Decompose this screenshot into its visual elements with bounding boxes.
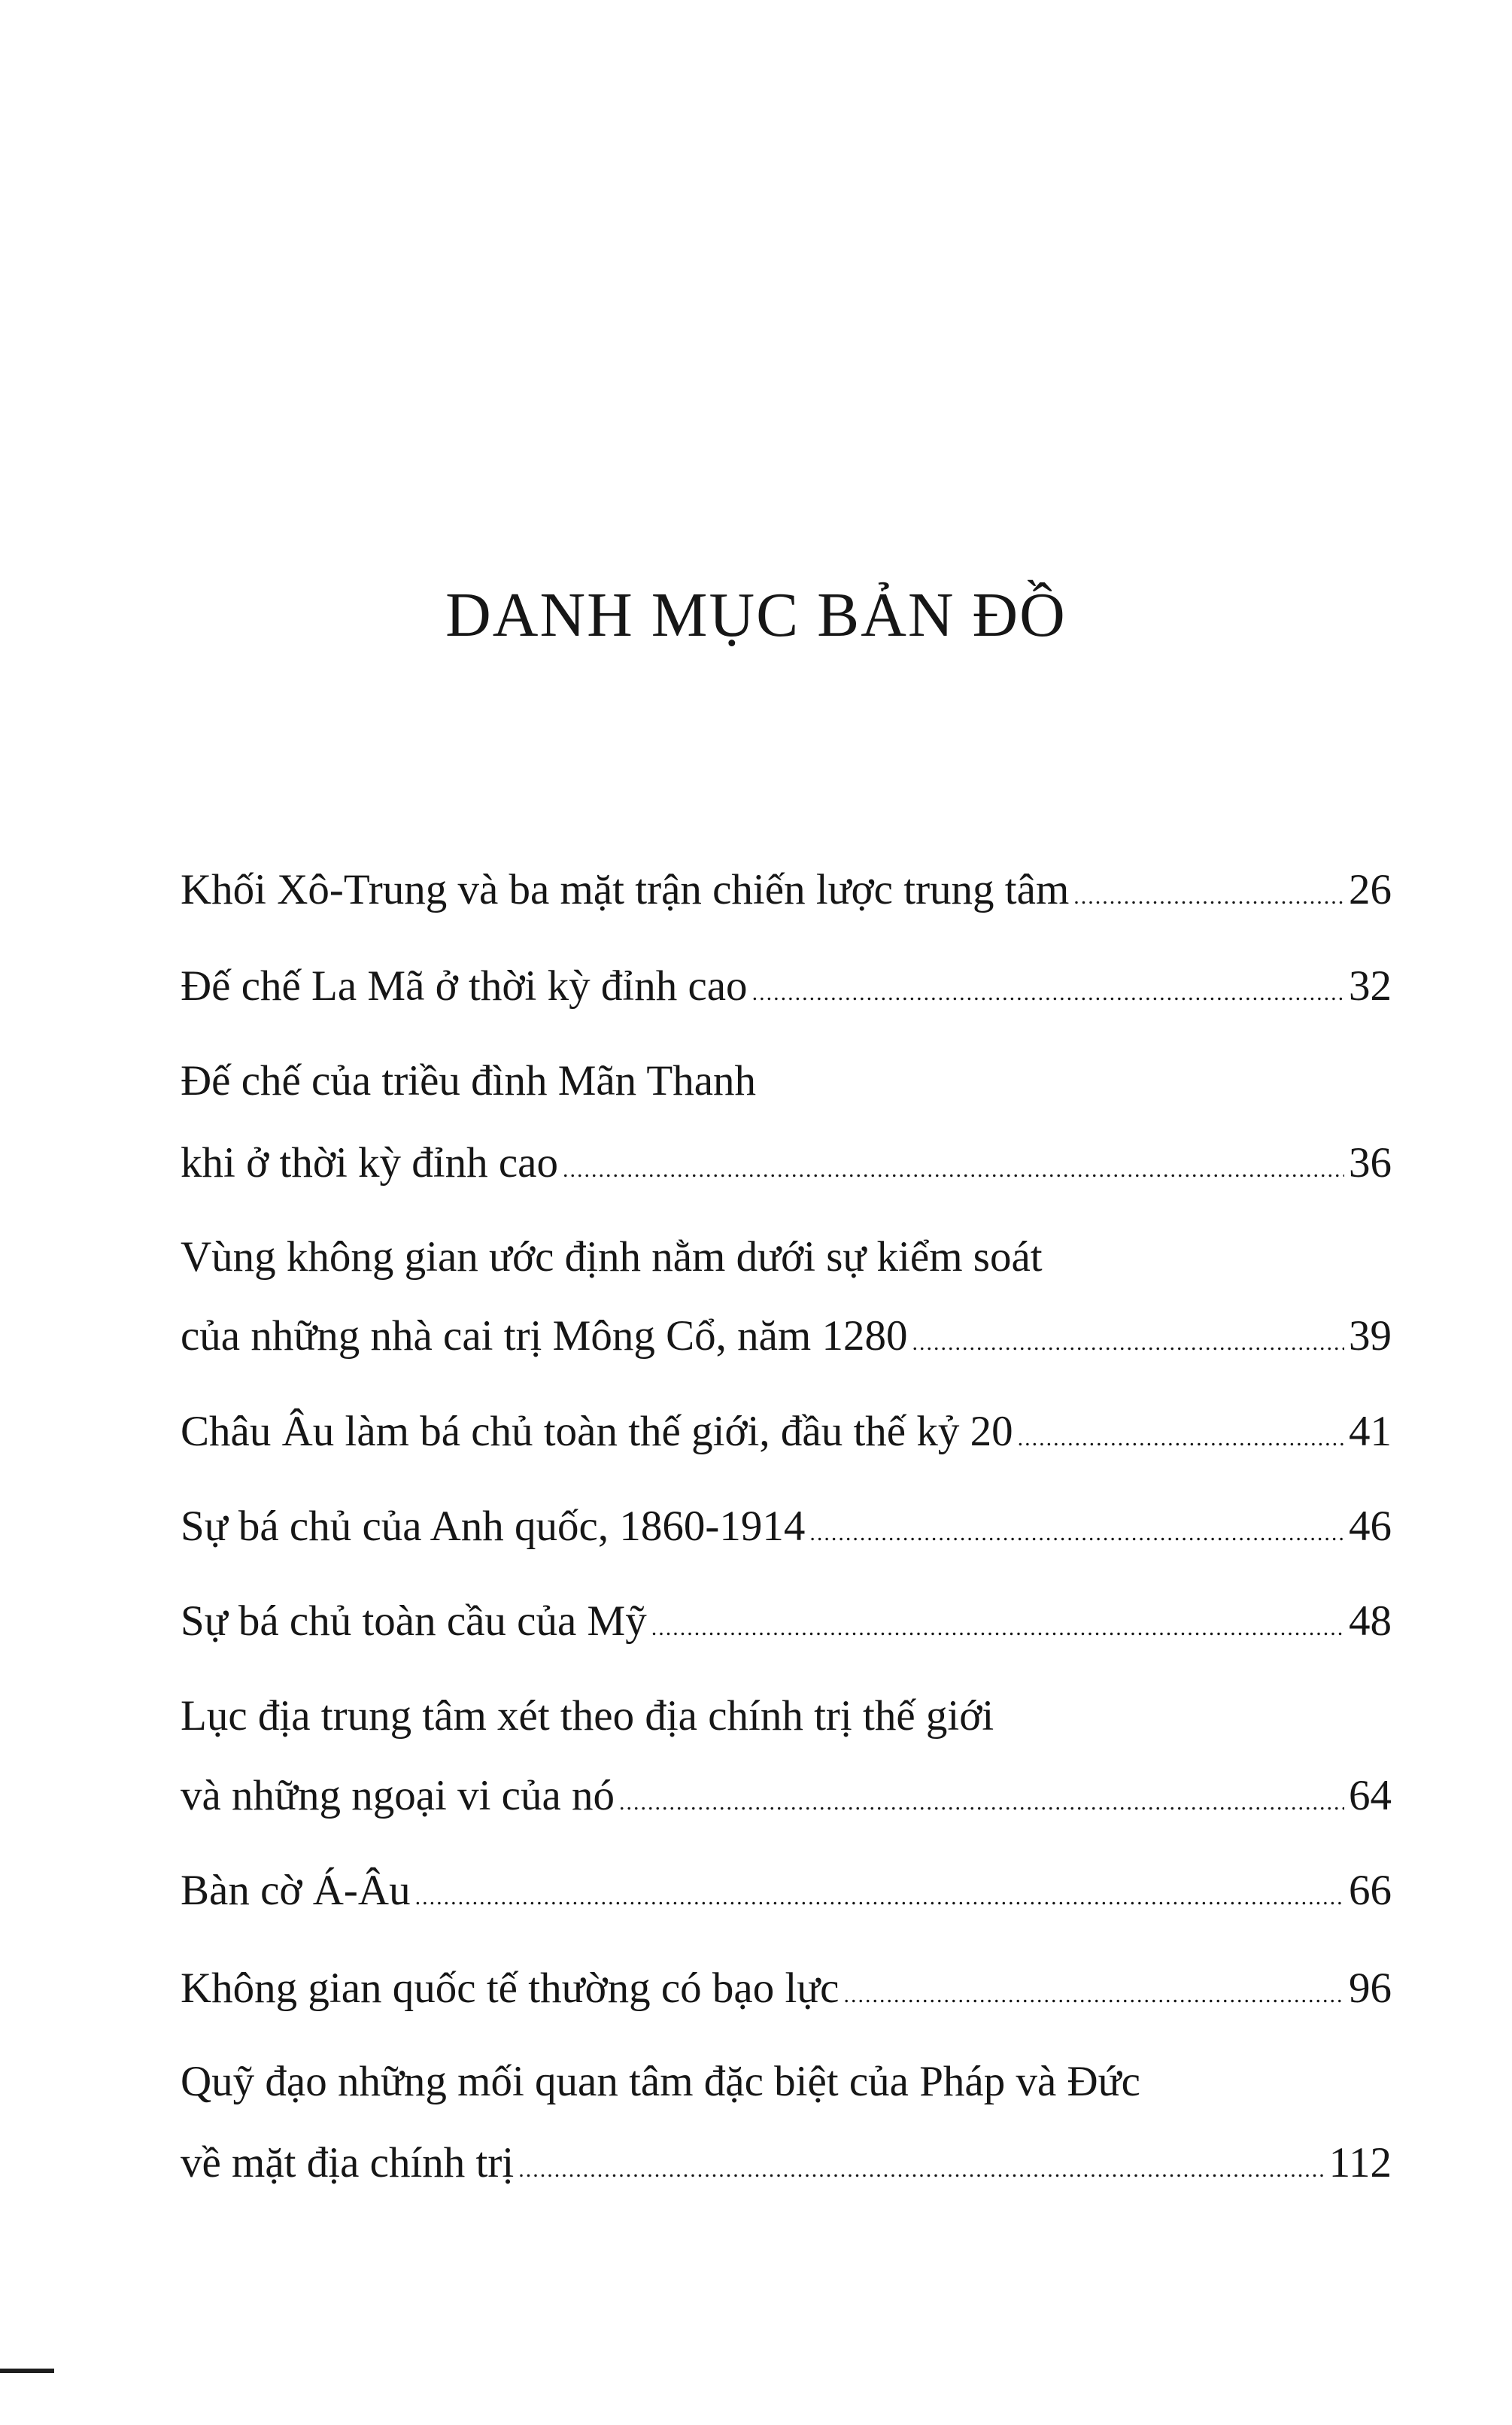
page-number: 66 bbox=[1349, 1867, 1392, 1914]
dot-leader bbox=[752, 959, 1344, 1027]
list-item bbox=[181, 953, 1392, 1020]
entry-title: Quỹ đạo những mối quan tâm đặc biệt của Pháp và Đức bbox=[181, 2058, 1140, 2105]
page-number: 48 bbox=[1349, 1597, 1392, 1645]
page-number: 112 bbox=[1328, 2139, 1392, 2186]
list-item bbox=[181, 1493, 1392, 1560]
list-item bbox=[181, 1857, 1392, 1925]
dot-leader bbox=[1073, 863, 1344, 931]
entry-title: Châu Âu làm bá chủ toàn thế giới, đầu thế kỷ 20 bbox=[181, 1408, 1013, 1455]
dot-leader bbox=[563, 1136, 1344, 1204]
scan-edge-mark bbox=[0, 2369, 54, 2373]
list-item bbox=[181, 1762, 1392, 1830]
list-item-line-1 bbox=[181, 1682, 1392, 1750]
list-item-line-1 bbox=[181, 1223, 1392, 1291]
entry-title: Đế chế của triều đình Mãn Thanh bbox=[181, 1057, 757, 1105]
entry-title: Lục địa trung tâm xét theo địa chính trị thế giới bbox=[181, 1692, 994, 1740]
dot-leader bbox=[415, 1864, 1344, 1931]
page-number: 36 bbox=[1349, 1139, 1392, 1187]
entry-title-continued: và những ngoại vi của nó bbox=[181, 1772, 615, 1819]
page-number: 41 bbox=[1349, 1408, 1392, 1455]
dot-leader bbox=[809, 1500, 1344, 1567]
dot-leader bbox=[518, 2136, 1324, 2204]
entry-title-continued: về mặt địa chính trị bbox=[181, 2139, 515, 2186]
list-item bbox=[181, 856, 1392, 924]
entry-title-continued: của những nhà cai trị Mông Cổ, năm 1280 bbox=[181, 1312, 908, 1360]
page-number: 26 bbox=[1349, 866, 1392, 913]
dot-leader bbox=[651, 1594, 1344, 1662]
entry-title-continued: khi ở thời kỳ đỉnh cao bbox=[181, 1139, 558, 1187]
page-number: 46 bbox=[1349, 1503, 1392, 1550]
dot-leader bbox=[912, 1309, 1344, 1377]
list-item-line-1 bbox=[181, 1047, 1392, 1115]
entry-title: Bàn cờ Á-Âu bbox=[181, 1867, 411, 1914]
list-item bbox=[181, 1302, 1392, 1370]
entry-title: Không gian quốc tế thường có bạo lực bbox=[181, 1965, 839, 2012]
page-number: 96 bbox=[1349, 1965, 1392, 2012]
entry-title: Vùng không gian ước định nằm dưới sự kiểm soát bbox=[181, 1233, 1043, 1281]
list-item-line-1 bbox=[181, 2048, 1392, 2116]
entry-title: Khối Xô-Trung và ba mặt trận chiến lược trung tâm bbox=[181, 866, 1070, 913]
dot-leader bbox=[1018, 1405, 1344, 1472]
page-number: 32 bbox=[1349, 962, 1392, 1010]
dot-leader bbox=[619, 1769, 1344, 1837]
page-number: 64 bbox=[1349, 1772, 1392, 1819]
list-item bbox=[181, 1398, 1392, 1466]
list-item bbox=[181, 1588, 1392, 1655]
list-item bbox=[181, 1129, 1392, 1197]
list-item bbox=[181, 1955, 1392, 2022]
list-item bbox=[181, 2129, 1392, 2197]
entry-title: Sự bá chủ của Anh quốc, 1860-1914 bbox=[181, 1503, 806, 1550]
page-number: 39 bbox=[1349, 1312, 1392, 1360]
dot-leader bbox=[843, 1962, 1344, 2029]
entry-title: Đế chế La Mã ở thời kỳ đỉnh cao bbox=[181, 962, 748, 1010]
page-title: DANH MỤC BẢN ĐỒ bbox=[445, 580, 1067, 650]
entry-title: Sự bá chủ toàn cầu của Mỹ bbox=[181, 1597, 647, 1645]
